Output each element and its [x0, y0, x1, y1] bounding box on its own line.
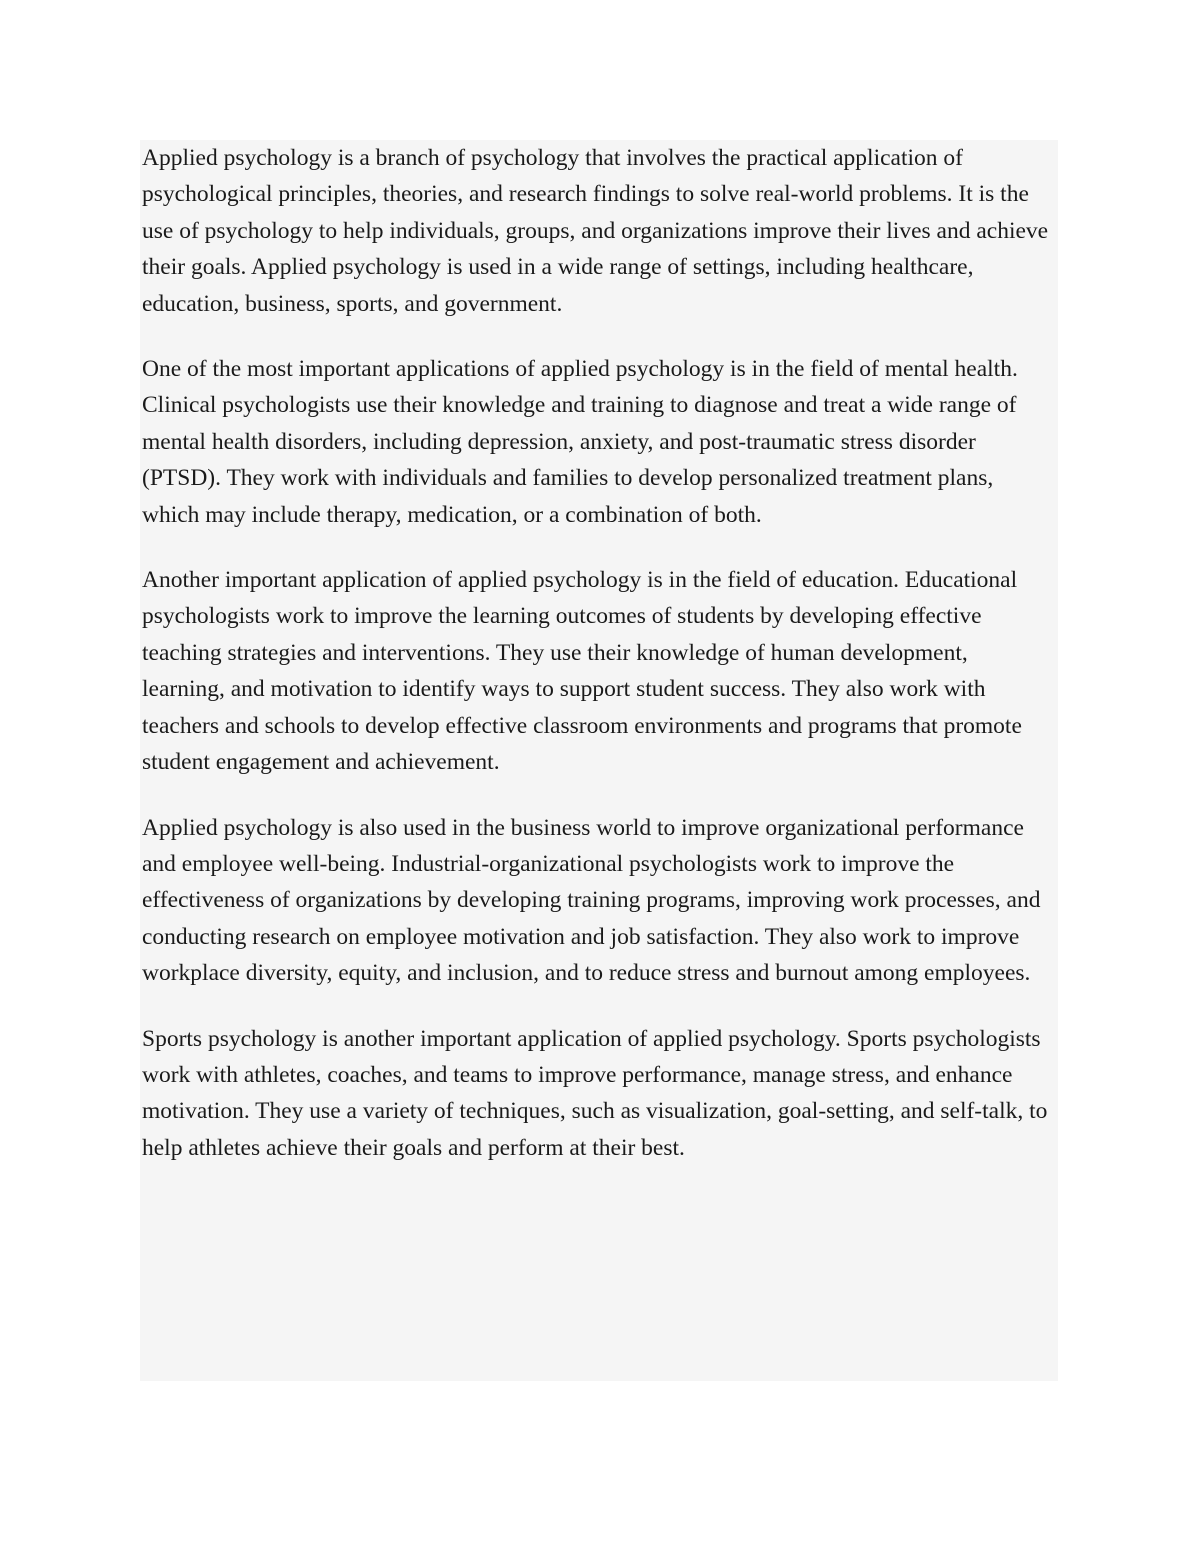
paragraph-mental-health: One of the most important applications of applied psychology is in the field of mental health. Clinical psychologists use their knowledge and training to diagnose and treat a wide range of mental health disorders, including depression, anxiety, and post-traumatic stress disorder (PTSD). They work with individuals and families to develop personalized treatment plans, which may include therapy, medication, or a combination of both. [142, 356, 1018, 528]
paragraph-intro: Applied psychology is a branch of psychology that involves the practical application of psychological principles, theories, and research findings to solve real-world problems. It is the use of psychology to help individuals, groups, and organizations improve their lives and achieve their goals. Applied psychology is used in a wide range of settings, including healthcare, education, business, sports, and government. [142, 145, 1049, 317]
paragraph-sports: Sports psychology is another important application of applied psychology. Sports psychologists work with athletes, coaches, and teams to improve performance, manage stress, and enhance motivation. They use a variety of techniques, such as visualization, goal-setting, and self-talk, to help athletes achieve their goals and perform at their best. [142, 1025, 1048, 1161]
document-text-block [140, 140, 1058, 1381]
paragraph-education: Another important application of applied psychology is in the field of education. Educational psychologists work to improve the learning outcomes of students by developing effective teaching strategies and interventions. They use their knowledge of human development, learning, and motivation to identify ways to support student success. They also work with teachers and schools to develop effective classroom environments and programs that promote student engagement and achievement. [142, 567, 1022, 776]
paragraph-business: Applied psychology is also used in the business world to improve organizational performance and employee well-being. Industrial-organizational psychologists work to improve the effectiveness of organizations by developing training programs, improving work processes, and conducting research on employee motivation and job satisfaction. They also work to improve workplace diversity, equity, and inclusion, and to reduce stress and burnout among employees. [142, 814, 1041, 987]
